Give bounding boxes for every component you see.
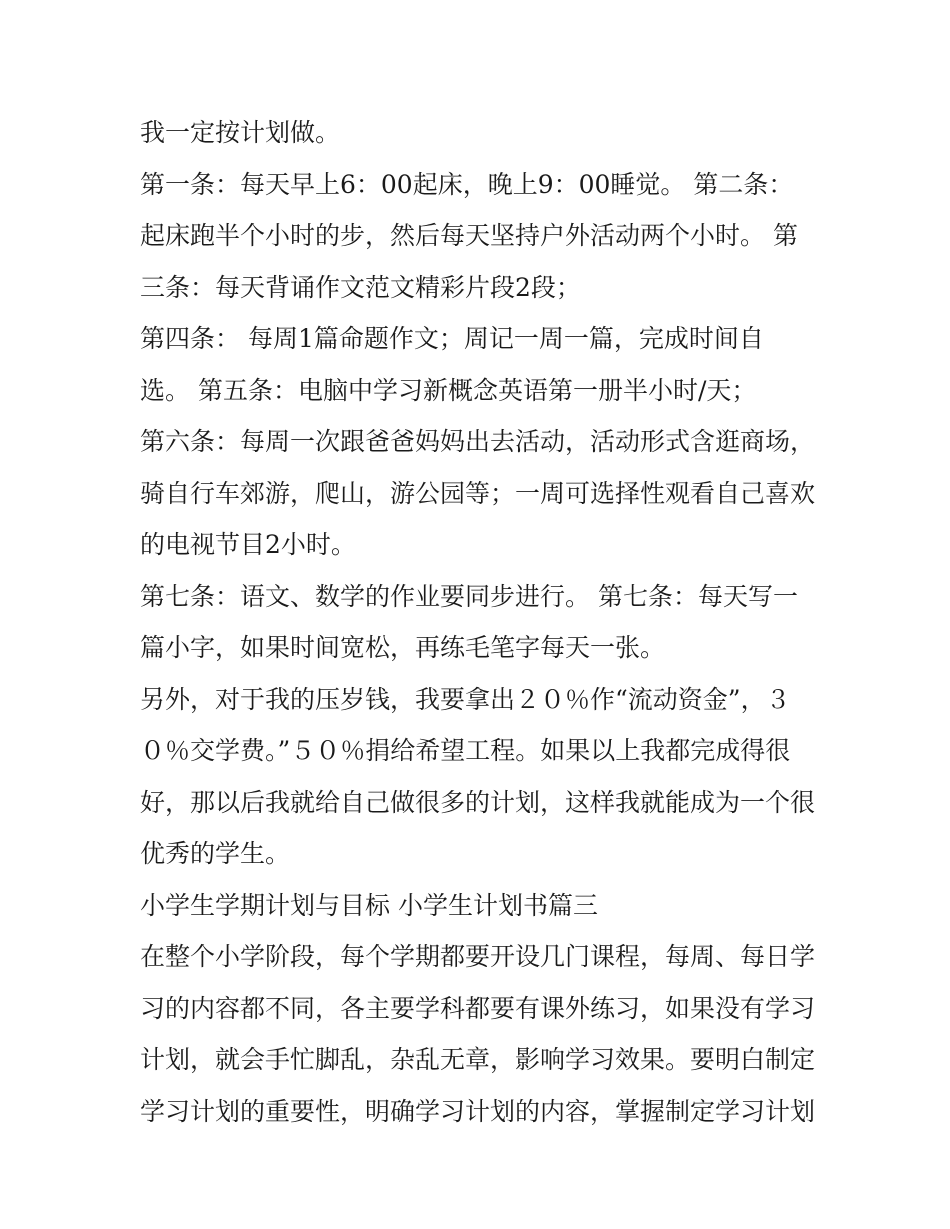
text-line: 我一定按计划做。 (140, 118, 341, 147)
text-line: 好，那以后我就给自己做很多的计划，这样我就能成为一个很 (140, 787, 816, 817)
text-line: 计划，就会手忙脚乱，杂乱无章，影响学习效果。要明白制定 (140, 1045, 816, 1074)
text-line: 第七条：语文、数学的作业要同步进行。 第七条：每天写一 (140, 581, 798, 611)
text-line: 骑自行车郊游，爬山，游公园等；一周可选择性观看自己喜欢 (140, 478, 816, 508)
text-line: 第一条：每天早上6：00起床，晚上9：00睡觉。 第二条： (140, 169, 794, 199)
text-line: 的电视节目2小时。 (140, 530, 356, 559)
text-line: 篇小字，如果时间宽松，再练毛笔字每天一张。 (140, 633, 666, 662)
text-line: 优秀的学生。 (140, 839, 291, 868)
text-line: 另外，对于我的压岁钱，我要拿出２０％作“流动资金”，３ (140, 684, 791, 714)
text-line: 起床跑半个小时的步，然后每天坚持户外活动两个小时。 第 (140, 221, 798, 250)
document-body (140, 107, 820, 1137)
text-line: ０％交学费。”５０％捐给希望工程。如果以上我都完成得很 (140, 736, 791, 765)
text-line: 第六条：每周一次跟爸爸妈妈出去活动，活动形式含逛商场， (140, 427, 816, 456)
text-line: 第四条： 每周1篇命题作文；周记一周一篇，完成时间自 (140, 324, 764, 353)
section-heading: 小学生学期计划与目标 小学生计划书篇三 (140, 890, 598, 920)
text-line: 习的内容都不同，各主要学科都要有课外练习，如果没有学习 (140, 993, 816, 1023)
text-line: 在整个小学阶段，每个学期都要开设几门课程，每周、每日学 (140, 942, 816, 971)
text-line: 选。 第五条：电脑中学习新概念英语第一册半小时/天； (140, 375, 757, 405)
text-line: 三条：每天背诵作文范文精彩片段2段； (140, 272, 581, 302)
text-line: 学习计划的重要性，明确学习计划的内容，掌握制定学习计划 (140, 1096, 816, 1126)
